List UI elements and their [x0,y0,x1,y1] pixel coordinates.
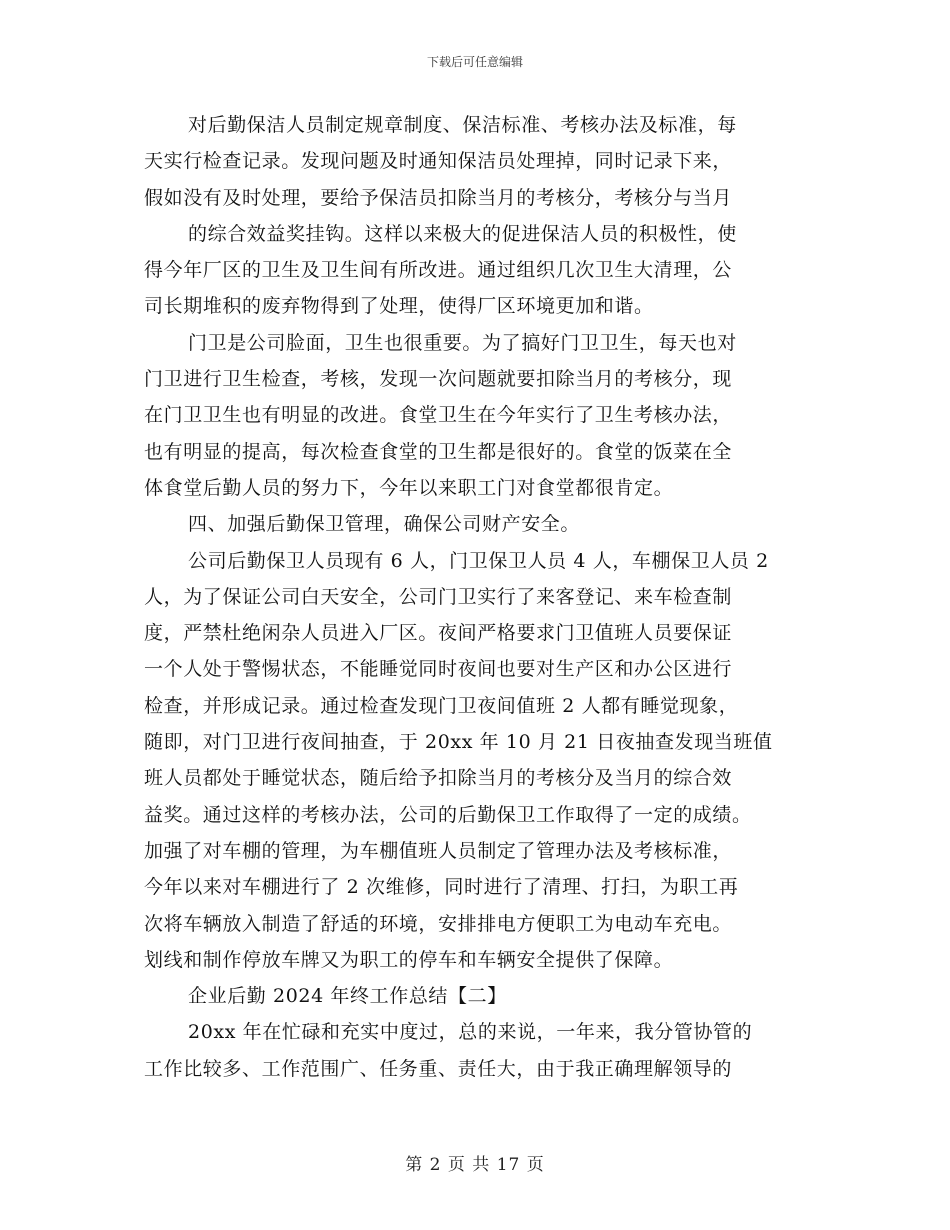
text-line: 司长期堆积的废弃物得到了处理，使得厂区环境更加和谐。 [144,295,654,318]
text-line: 对后勤保洁人员制定规章制度、保洁标准、考核办法及标准，每 [188,114,737,136]
text-line: 今年以来对车棚进行了 2 次维修，同时进行了清理、打扫，为职工再 [144,876,739,899]
text-line: 随即，对门卫进行夜间抽查，于 20xx 年 10 月 21 日夜抽查发现当班值 [144,731,773,754]
text-line: 人，为了保证公司白天安全，公司门卫实行了来客登记、来车检查制 [144,585,733,608]
text-line: 益奖。通过这样的考核办法，公司的后勤保卫工作取得了一定的成绩。 [144,803,752,826]
page-header: 下载后可任意编辑 [426,55,523,69]
page-number: 第 2 页 共 17 页 [405,1155,545,1175]
text-line: 门卫是公司脸面，卫生也很重要。为了搞好门卫卫生，每天也对 [188,331,737,354]
text-line: 工作比较多、工作范围广、任务重、责任大，由于我正确理解领导的 [144,1057,733,1080]
text-line: 一个人处于警惕状态，不能睡觉同时夜间也要对生产区和办公区进行 [144,658,733,681]
text-line: 划线和制作停放车牌又为职工的停车和车辆安全提供了保障。 [144,948,674,971]
text-line: 公司后勤保卫人员现有 6 人，门卫保卫人员 4 人，车棚保卫人员 2 [188,549,769,572]
text-line: 检查，并形成记录。通过检查发现门卫夜间值班 2 人都有睡觉现象， [144,694,739,717]
text-line: 的综合效益奖挂钩。这样以来极大的促进保洁人员的积极性，使 [188,222,737,245]
text-line: 体食堂后勤人员的努力下，今年以来职工门对食堂都很肯定。 [144,476,674,499]
text-line: 加强了对车棚的管理，为车棚值班人员制定了管理办法及考核标准， [144,839,733,862]
text-line: 得今年厂区的卫生及卫生间有所改进。通过组织几次卫生大清理，公 [144,259,733,282]
text-line: 次将车辆放入制造了舒适的环境，安排排电方便职工为电动车充电。 [144,912,733,935]
text-line: 假如没有及时处理，要给予保洁员扣除当月的考核分，考核分与当月 [144,186,733,209]
text-line: 度，严禁杜绝闲杂人员进入厂区。夜间严格要求门卫值班人员要保证 [144,622,733,645]
text-line: 在门卫卫生也有明显的改进。食堂卫生在今年实行了卫生考核办法， [144,404,733,427]
text-line: 四、加强后勤保卫管理，确保公司财产安全。 [188,513,581,536]
document-body [144,107,812,1087]
text-line: 也有明显的提高，每次检查食堂的卫生都是很好的。食堂的饭菜在全 [144,440,733,463]
text-line: 天实行检查记录。发现问题及时通知保洁员处理掉，同时记录下来， [144,150,733,173]
text-line: 门卫进行卫生检查，考核，发现一次问题就要扣除当月的考核分，现 [144,368,733,391]
text-line: 企业后勤 2024 年终工作总结【二】 [188,985,507,1008]
text-line: 20xx 年在忙碌和充实中度过，总的来说，一年来，我分管协管的 [188,1021,753,1044]
text-line: 班人员都处于睡觉状态，随后给予扣除当月的考核分及当月的综合效 [144,767,733,790]
